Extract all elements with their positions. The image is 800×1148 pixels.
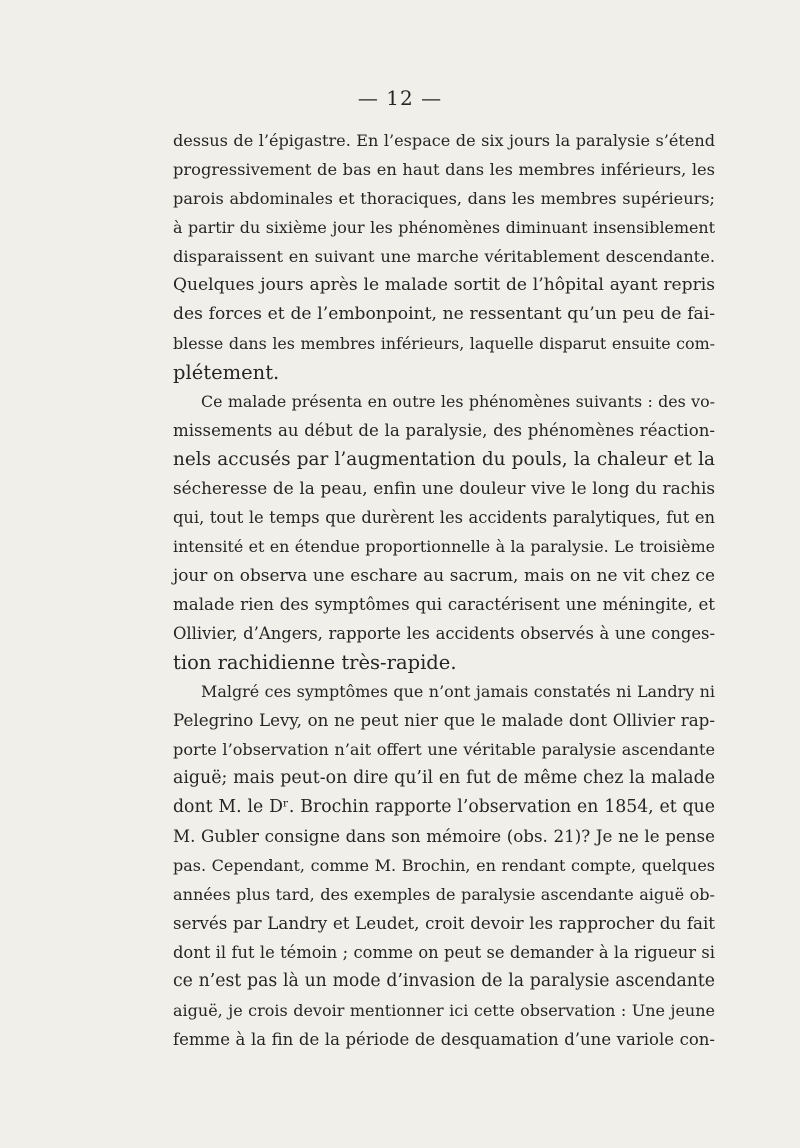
text-line: Malgré ces symptômes que n’ont jamais constatés ni Landry ni <box>201 682 715 701</box>
text-line: M. Gubler consigne dans son mémoire (obs. 21)? Je ne le pense <box>173 826 715 846</box>
text-line: Ollivier, d’Angers, rapporte les accidents observés à une conges- <box>173 624 715 643</box>
page-number: — 12 — <box>357 86 443 110</box>
text-line: plétement. <box>173 361 280 384</box>
text-line: Ce malade présenta en outre les phénomènes suivants : des vo- <box>201 392 715 411</box>
text-line: disparaissent en suivant une marche véritablement descendante. <box>173 247 715 266</box>
text-line: aiguë, je crois devoir mentionner ici cette observation : Une jeune <box>173 1001 715 1020</box>
text-line: intensité et en étendue proportionnelle à la paralysie. Le troisième <box>173 537 715 556</box>
text-line: aiguë; mais peut-on dire qu’il en fut de même chez la malade <box>173 768 715 788</box>
text-line: des forces et de l’embonpoint, ne ressentant qu’un peu de fai- <box>173 304 715 324</box>
text-line: missements au début de la paralysie, des phénomènes réaction- <box>173 421 715 440</box>
text-line: dont il fut le témoin ; comme on peut se demander à la rigueur si <box>173 943 715 962</box>
text-line: progressivement de bas en haut dans les membres inférieurs, les <box>173 160 715 179</box>
text-line: qui, tout le temps que durèrent les accidents paralytiques, fut en <box>173 508 715 527</box>
text-line: parois abdominales et thoraciques, dans les membres supérieurs; <box>173 189 715 208</box>
text-line: pas. Cependant, comme M. Brochin, en rendant compte, quelques <box>173 856 715 875</box>
text-line: malade rien des symptômes qui caractérisent une méningite, et <box>173 595 715 614</box>
text-line: sécheresse de la peau, enfin une douleur vive le long du rachis <box>173 478 715 498</box>
text-line: dont M. le Dʳ. Brochin rapporte l’observation en 1854, et que <box>173 797 715 817</box>
text-line: servés par Landry et Leudet, croit devoir les rapprocher du fait <box>173 913 715 933</box>
text-line: à partir du sixième jour les phénomènes diminuant insensiblement <box>173 218 715 237</box>
text-line: blesse dans les membres inférieurs, laquelle disparut ensuite com- <box>173 334 715 353</box>
text-line: tion rachidienne très-rapide. <box>173 651 457 674</box>
text-line: Pelegrino Levy, on ne peut nier que le malade dont Ollivier rap- <box>173 710 715 730</box>
text-line: femme à la fin de la période de desquamation d’une variole con- <box>173 1030 715 1049</box>
text-line: ce n’est pas là un mode d’invasion de la paralysie ascendante <box>173 971 715 991</box>
text-line: jour on observa une eschare au sacrum, mais on ne vit chez ce <box>173 565 715 585</box>
text-line: nels accusés par l’augmentation du pouls, la chaleur et la <box>173 449 715 470</box>
body-text <box>173 126 715 1054</box>
text-line: Quelques jours après le malade sortit de l’hôpital ayant repris <box>173 275 715 295</box>
text-line: porte l’observation n’ait offert une véritable paralysie ascendante <box>173 740 715 759</box>
text-line: dessus de l’épigastre. En l’espace de six jours la paralysie s’étend <box>173 131 715 150</box>
text-line: années plus tard, des exemples de paralysie ascendante aiguë ob- <box>173 885 715 904</box>
